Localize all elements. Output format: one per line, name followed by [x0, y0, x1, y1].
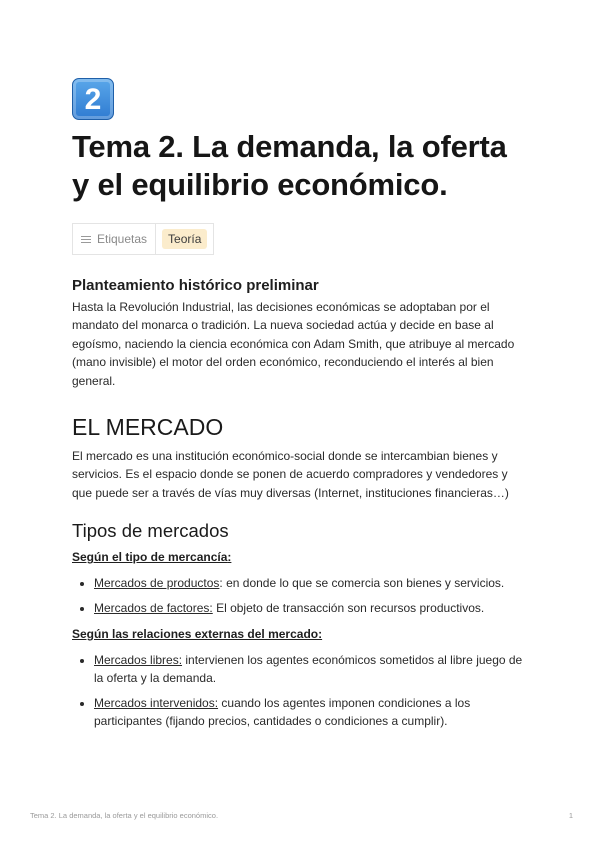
property-value[interactable] — [156, 224, 213, 254]
list-item — [94, 599, 528, 617]
list-item-text: en donde lo que se comercia son bienes y servicios. — [222, 576, 505, 591]
badge-digit: 2 — [84, 83, 102, 116]
relations-subheading: Según las relaciones externas del mercado: — [72, 627, 323, 642]
goods-list — [72, 574, 528, 617]
list-item-text: intervienen los agentes económicos sometidos al libre juego de la oferta y la demanda. — [94, 653, 523, 686]
list-item-text: cuando los agentes imponen condiciones a los participantes (fijando precios, cantidades o condiciones a cumplir). — [94, 695, 471, 729]
list-item-text: El objeto de transacción son recursos productivos. — [212, 600, 485, 615]
list-item-term: Mercados libres: — [94, 653, 183, 668]
property-label[interactable] — [73, 224, 156, 254]
page-content — [72, 78, 528, 741]
goods-subheading — [72, 550, 528, 564]
tag-badge[interactable]: Teoría — [162, 229, 207, 249]
list-item — [94, 651, 528, 688]
historical-paragraph: Hasta la Revolución Industrial, las decisiones económicas se adoptaban por el mandato del monarca o tradición. La nueva sociedad actúa y decide en base al egoísmo, naciendo la ciencia económica con Adam Smith, que atribuye al mercado (mano invisible) el motor del orden económico, reconduciendo el interés al bien general. — [72, 300, 515, 388]
list-icon — [81, 234, 91, 245]
relations-list — [72, 651, 528, 731]
list-item — [94, 574, 528, 592]
goods-subheading-colon: : — [227, 550, 232, 565]
list-item-term: Mercados de productos — [94, 576, 220, 591]
list-item — [94, 694, 528, 731]
historical-heading: Planteamiento histórico preliminar — [72, 277, 319, 294]
types-heading: Tipos de mercados — [72, 520, 229, 542]
property-label-text: Etiquetas — [97, 232, 148, 246]
list-item-sep: : — [219, 576, 223, 591]
goods-subheading-text: Según el tipo de mercancía — [72, 550, 228, 565]
market-heading: EL MERCADO — [72, 414, 224, 441]
page-number: 1 — [568, 811, 573, 820]
keycap-two-icon — [72, 78, 114, 120]
list-item-term: Mercados de factores: — [94, 600, 213, 615]
properties-bar — [72, 223, 214, 255]
market-paragraph: El mercado es una institución económico-social donde se intercambian bienes y servicios. Es el espacio donde se ponen de acuerdo compradores y vendedores y que puede ser a través de vías muy diversas (Internet, instituciones financieras…) — [72, 449, 509, 500]
footer-title: Tema 2. La demanda, la oferta y el equilibrio económico. — [30, 811, 219, 820]
page-title: Tema 2. La demanda, la oferta y el equilibrio económico. — [72, 129, 507, 202]
list-item-term: Mercados intervenidos: — [94, 695, 219, 710]
